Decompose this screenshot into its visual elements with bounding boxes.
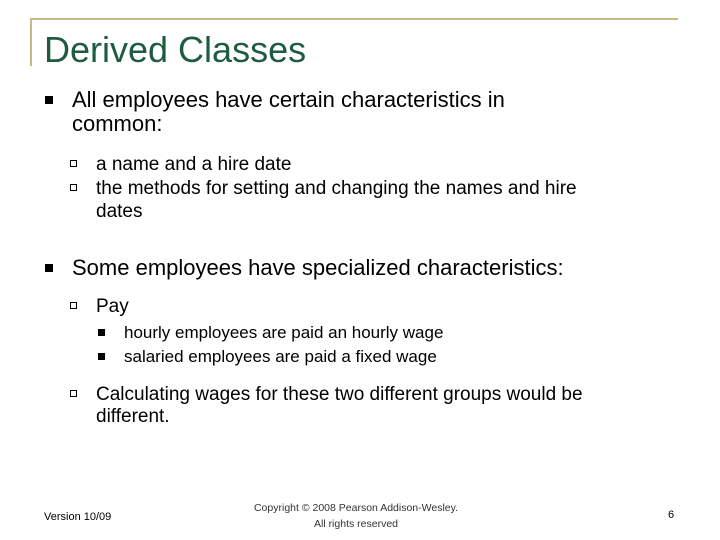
sub-bullet-text: Calculating wages for these two different groups would be xyxy=(96,384,583,405)
level2-bullet-icon xyxy=(70,302,77,309)
level3-bullet-icon xyxy=(98,329,105,336)
sub-sub-bullet-text: salaried employees are paid a fixed wage xyxy=(124,347,437,366)
level3-bullet-icon xyxy=(98,353,105,360)
copyright-line-1: Copyright © 2008 Pearson Addison-Wesley. xyxy=(253,502,459,514)
bullet-text-continuation: common: xyxy=(72,111,163,136)
sub-bullet-text: a name and a hire date xyxy=(96,154,292,175)
level1-bullet-icon xyxy=(45,96,53,104)
bullet-text: All employees have certain characteristics in xyxy=(72,87,505,112)
title-frame-top-rule xyxy=(30,18,678,20)
level2-bullet-icon xyxy=(70,390,77,397)
slide-title: Derived Classes xyxy=(44,29,307,70)
level2-bullet-icon xyxy=(70,184,77,191)
copyright-line-2: All rights reserved xyxy=(313,518,399,530)
sub-bullet-text: Pay xyxy=(96,296,129,317)
page-number: 6 xyxy=(668,509,675,521)
level2-bullet-icon xyxy=(70,160,77,167)
sub-sub-bullet-text: hourly employees are paid an hourly wage xyxy=(124,323,444,342)
title-frame-left-rule xyxy=(30,18,32,66)
footer-copyright xyxy=(254,500,458,532)
sub-bullet-text-continuation: different. xyxy=(96,406,170,427)
sub-bullet-text-continuation: dates xyxy=(96,201,143,222)
footer-version: Version 10/09 xyxy=(44,511,112,523)
sub-bullet-text: the methods for setting and changing the names and hire xyxy=(96,178,577,199)
bullet-text: Some employees have specialized characteristics: xyxy=(72,255,564,280)
level1-bullet-icon xyxy=(45,264,53,272)
